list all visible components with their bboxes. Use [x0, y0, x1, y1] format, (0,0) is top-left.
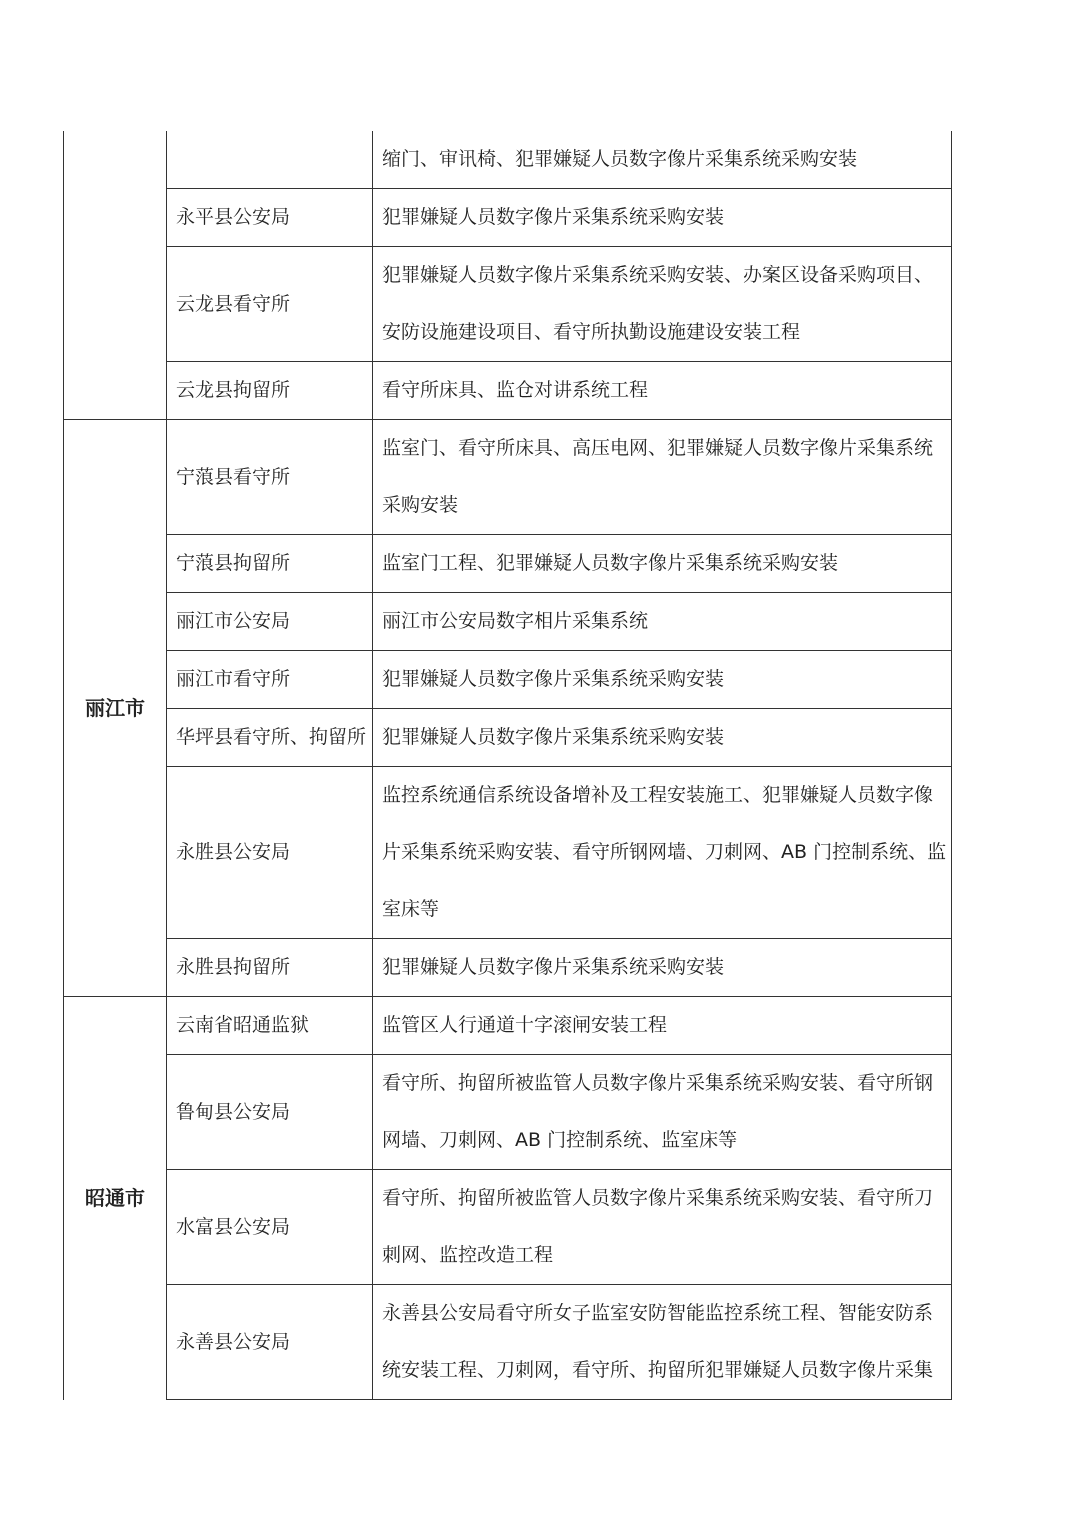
unit-cell	[167, 131, 373, 189]
content-cell	[373, 1285, 952, 1400]
content-line: 统安装工程、刀刺网，看守所、拘留所犯罪嫌疑人员数字像片采集	[382, 1359, 934, 1381]
content-line: 监控系统通信系统设备增补及工程安装施工、犯罪嫌疑人员数字像	[382, 784, 934, 806]
content-line: 犯罪嫌疑人员数字像片采集系统采购安装	[382, 956, 725, 978]
table-row	[64, 247, 952, 362]
content-cell	[373, 189, 952, 247]
unit-cell: 云龙县拘留所	[167, 362, 373, 420]
content-line: 犯罪嫌疑人员数字像片采集系统采购安装	[382, 726, 725, 748]
content-line: 室床等	[382, 898, 440, 920]
table-row	[64, 420, 952, 535]
project-table	[63, 131, 952, 1400]
content-line: 缩门、审讯椅、犯罪嫌疑人员数字像片采集系统采购安装	[382, 148, 858, 170]
content-line: 网墙、刀刺网、AB 门控制系统、监室床等	[382, 1129, 738, 1151]
table-row	[64, 997, 952, 1055]
table-row	[64, 535, 952, 593]
content-line: 监室门、看守所床具、高压电网、犯罪嫌疑人员数字像片采集系统	[382, 437, 934, 459]
table-row	[64, 593, 952, 651]
content-line: 监管区人行通道十字滚闸安装工程	[382, 1014, 668, 1036]
content-line: 采购安装	[382, 494, 459, 516]
table-row	[64, 362, 952, 420]
content-line: 永善县公安局看守所女子监室安防智能监控系统工程、智能安防系	[382, 1302, 934, 1324]
content-line: 监室门工程、犯罪嫌疑人员数字像片采集系统采购安装	[382, 552, 839, 574]
table-row	[64, 1170, 952, 1285]
city-cell-lijiang: 丽江市	[64, 420, 167, 997]
content-line: 看守所床具、监仓对讲系统工程	[382, 379, 649, 401]
content-cell	[373, 1055, 952, 1170]
unit-cell: 云龙县看守所	[167, 247, 373, 362]
content-line: 刺网、监控改造工程	[382, 1244, 554, 1266]
content-line: 安防设施建设项目、看守所执勤设施建设安装工程	[382, 321, 801, 343]
unit-cell: 丽江市看守所	[167, 651, 373, 709]
unit-cell: 宁蒗县拘留所	[167, 535, 373, 593]
unit-cell: 永善县公安局	[167, 1285, 373, 1400]
unit-cell: 鲁甸县公安局	[167, 1055, 373, 1170]
unit-cell: 永平县公安局	[167, 189, 373, 247]
content-line: 片采集系统采购安装、看守所钢网墙、刀刺网、AB 门控制系统、监	[382, 841, 947, 863]
content-cell	[373, 131, 952, 189]
table-row	[64, 131, 952, 189]
unit-cell: 云南省昭通监狱	[167, 997, 373, 1055]
table-row	[64, 1285, 952, 1400]
content-line: 丽江市公安局数字相片采集系统	[382, 610, 649, 632]
content-cell	[373, 247, 952, 362]
content-line: 看守所、拘留所被监管人员数字像片采集系统采购安装、看守所钢	[382, 1072, 934, 1094]
table-row	[64, 939, 952, 997]
unit-cell: 永胜县拘留所	[167, 939, 373, 997]
content-cell	[373, 997, 952, 1055]
table-row	[64, 1055, 952, 1170]
content-cell	[373, 709, 952, 767]
unit-cell: 华坪县看守所、拘留所	[167, 709, 373, 767]
table-row	[64, 651, 952, 709]
city-cell	[64, 131, 167, 420]
content-cell	[373, 767, 952, 939]
content-cell	[373, 593, 952, 651]
content-line: 看守所、拘留所被监管人员数字像片采集系统采购安装、看守所刀	[382, 1187, 934, 1209]
unit-cell: 宁蒗县看守所	[167, 420, 373, 535]
content-line: 犯罪嫌疑人员数字像片采集系统采购安装、办案区设备采购项目、	[382, 264, 934, 286]
content-cell	[373, 939, 952, 997]
content-cell	[373, 362, 952, 420]
unit-cell: 丽江市公安局	[167, 593, 373, 651]
unit-cell: 水富县公安局	[167, 1170, 373, 1285]
city-cell-zhaotong: 昭通市	[64, 997, 167, 1400]
content-line: 犯罪嫌疑人员数字像片采集系统采购安装	[382, 668, 725, 690]
content-cell	[373, 1170, 952, 1285]
content-line: 犯罪嫌疑人员数字像片采集系统采购安装	[382, 206, 725, 228]
content-cell	[373, 535, 952, 593]
table-row	[64, 189, 952, 247]
table-row	[64, 709, 952, 767]
content-cell	[373, 651, 952, 709]
table-row	[64, 767, 952, 939]
unit-cell: 永胜县公安局	[167, 767, 373, 939]
content-cell	[373, 420, 952, 535]
